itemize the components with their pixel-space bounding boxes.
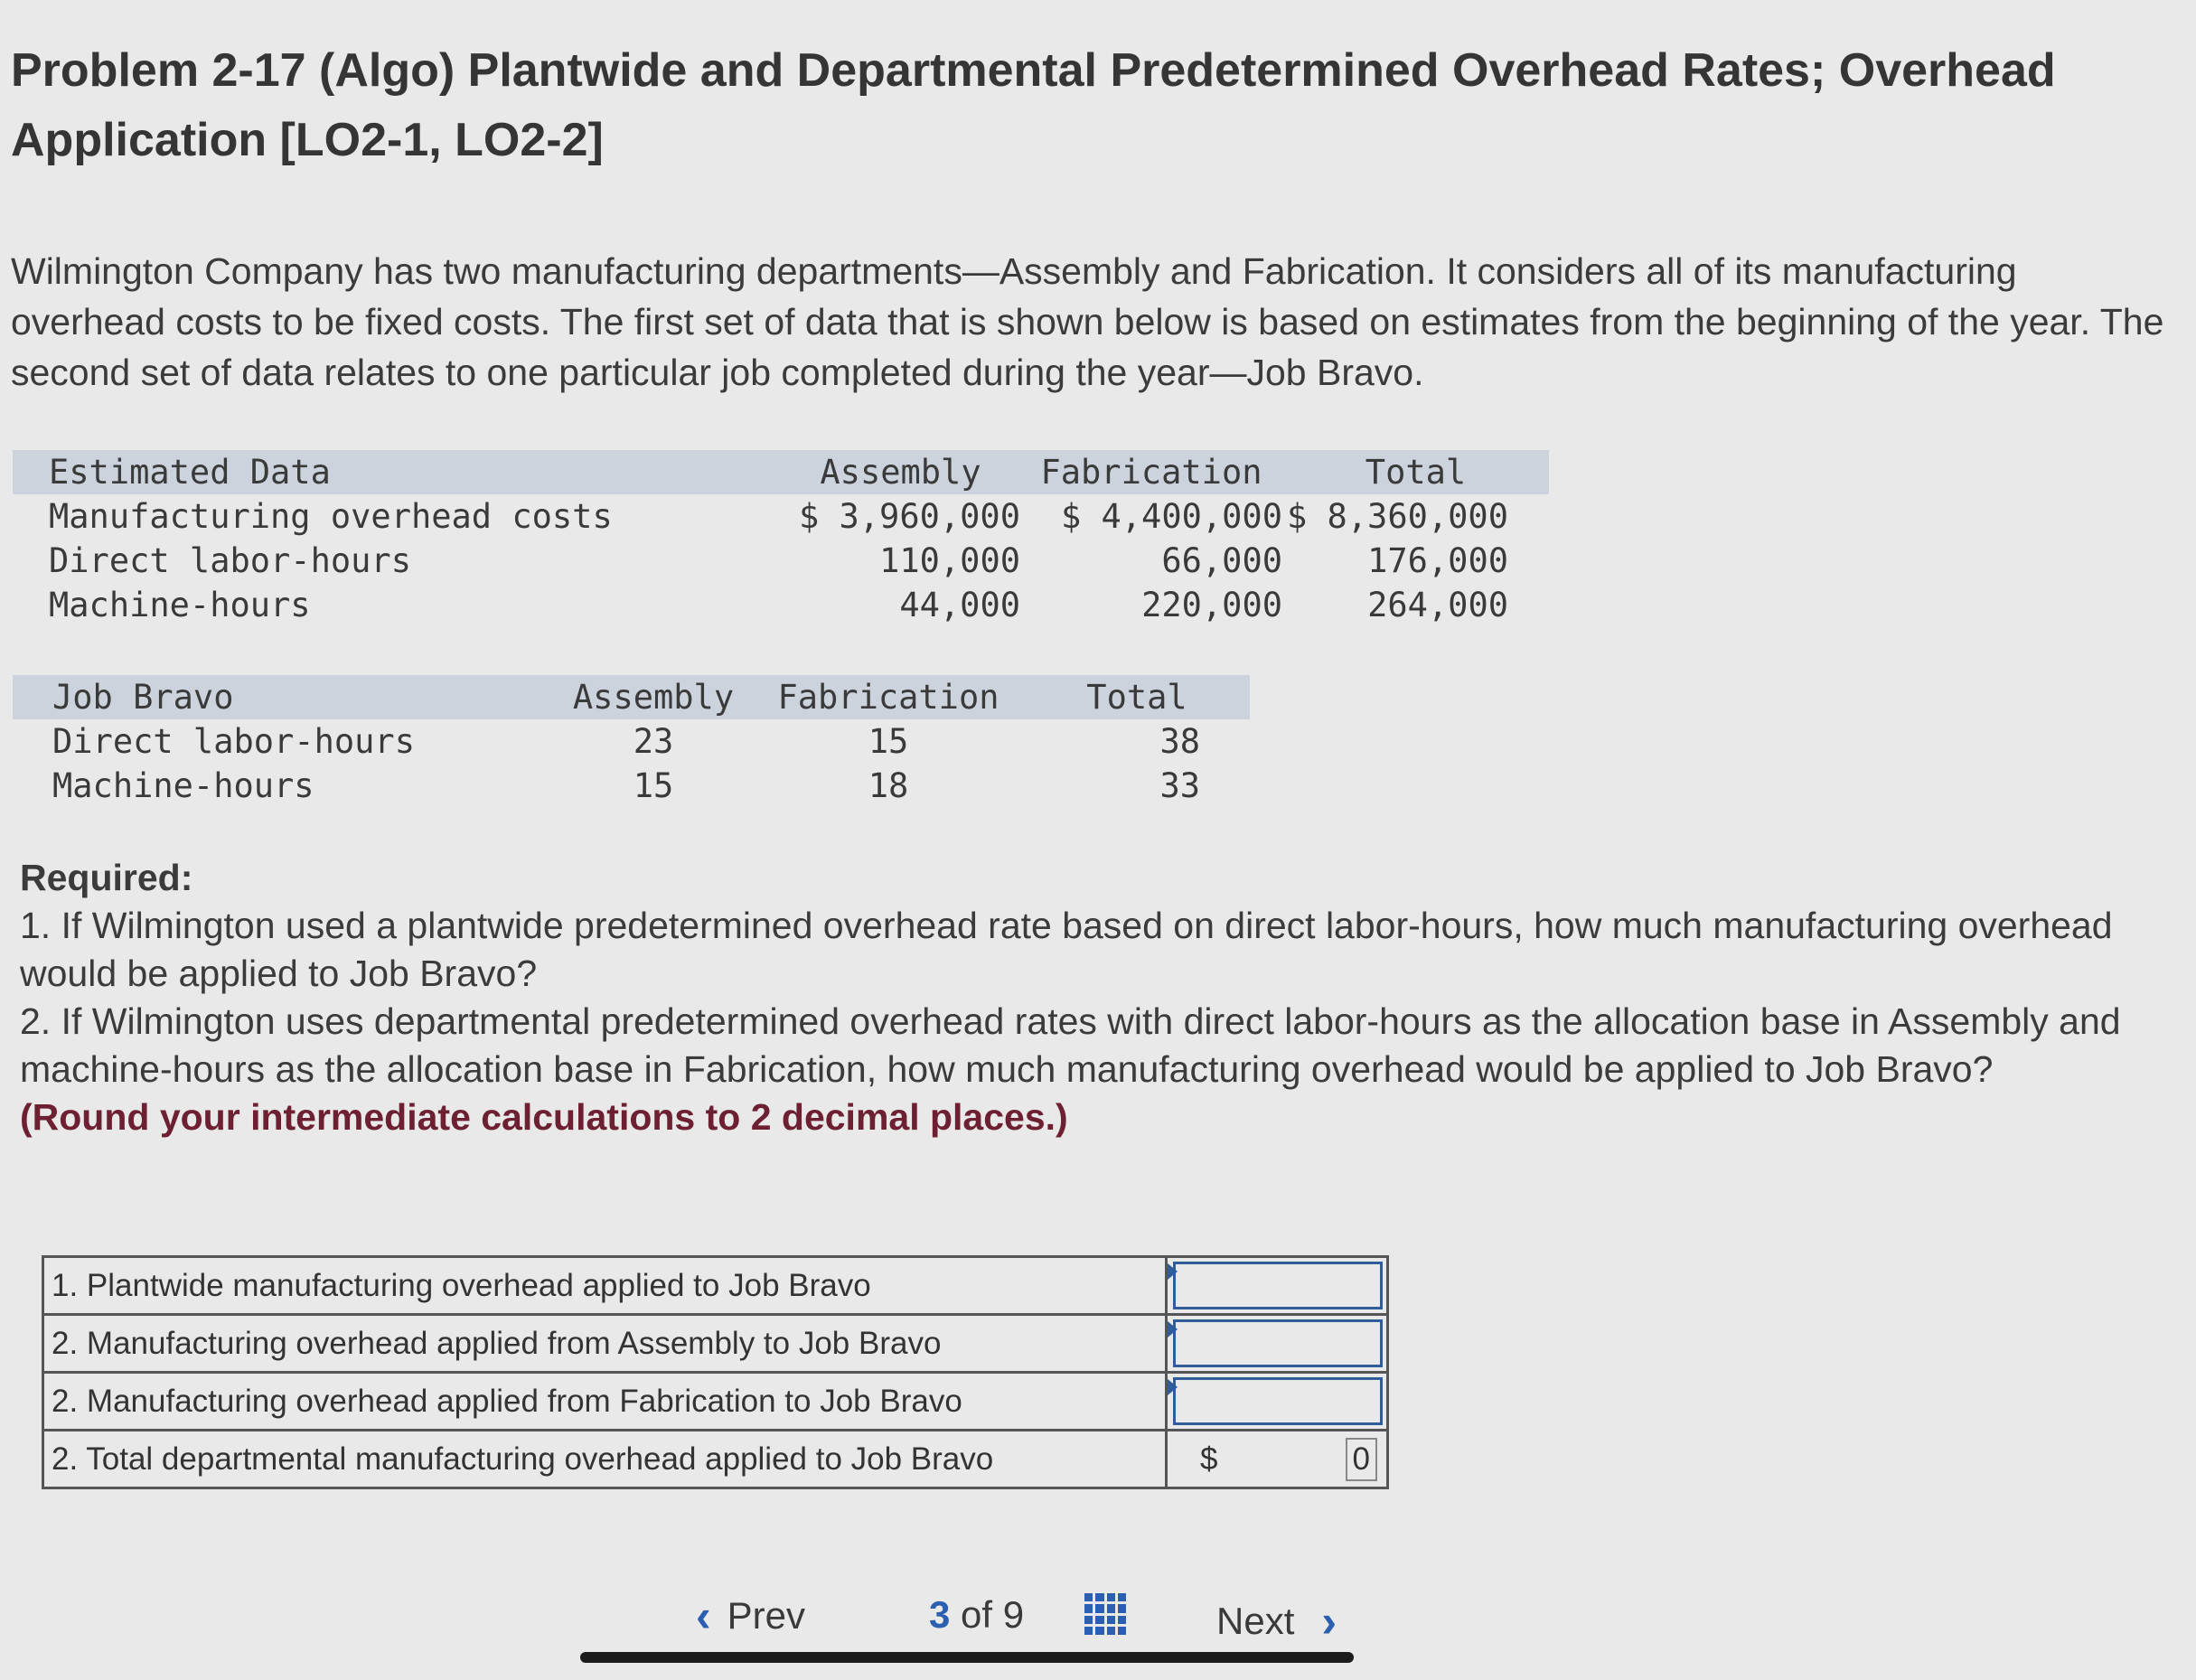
- job-bravo-table: [13, 675, 1250, 808]
- table-header-row: [13, 450, 1549, 494]
- table-cell: 38: [1159, 722, 1200, 761]
- next-label: Next: [1216, 1600, 1295, 1642]
- header-cell: Fabrication: [1020, 450, 1282, 494]
- estimated-data-table: [13, 450, 1549, 627]
- table-cell: 176,000: [1367, 541, 1508, 580]
- page-indicator: [929, 1593, 1024, 1637]
- chevron-right-icon: ›: [1321, 1596, 1337, 1647]
- page-of: of: [961, 1593, 993, 1636]
- table-row: [13, 764, 1250, 808]
- header-cell: Job Bravo: [13, 675, 554, 719]
- answer-label: 2. Manufacturing overhead applied from Fabrication to Job Bravo: [43, 1373, 1167, 1431]
- answer-cell: [1167, 1257, 1388, 1315]
- table-cell: 33: [1159, 766, 1200, 805]
- table-cell: 18: [868, 766, 909, 805]
- table-row: [13, 539, 1549, 583]
- table-cell: 44,000: [899, 586, 1020, 624]
- table-cell: 15: [868, 722, 909, 761]
- row-label: Direct labor-hours: [52, 722, 415, 761]
- header-cell: Total: [1282, 450, 1549, 494]
- input-marker-icon: [1168, 1263, 1178, 1280]
- table-cell: 23: [633, 722, 674, 761]
- question-1: 1. If Wilmington used a plantwide predetermined overhead rate based on direct labor-hours, how much manufacturing overhead would be applied to Job Bravo?: [20, 905, 2113, 994]
- table-row: [13, 494, 1549, 539]
- header-cell: Total: [1024, 675, 1250, 719]
- table-cell: 110,000: [879, 541, 1020, 580]
- answer-row: [43, 1431, 1388, 1488]
- required-heading: Required:: [20, 857, 193, 898]
- prev-button[interactable]: [696, 1591, 806, 1641]
- next-button[interactable]: [1216, 1596, 1337, 1647]
- answer-table: [42, 1255, 1389, 1489]
- total-cell: [1167, 1431, 1388, 1488]
- problem-title: Problem 2-17 (Algo) Plantwide and Departmental Predetermined Overhead Rates; Overhead Application [LO2-1, LO2-2]: [11, 44, 2056, 166]
- header-cell: Assembly: [781, 450, 1020, 494]
- table-cell: 264,000: [1367, 586, 1508, 624]
- header-cell: Fabrication: [753, 675, 1024, 719]
- row-label: Direct labor-hours: [49, 541, 411, 580]
- answer-label: 2. Manufacturing overhead applied from Assembly to Job Bravo: [43, 1315, 1167, 1373]
- fabrication-overhead-input[interactable]: [1173, 1377, 1383, 1425]
- answer-label: 1. Plantwide manufacturing overhead applied to Job Bravo: [43, 1257, 1167, 1315]
- problem-intro: Wilmington Company has two manufacturing departments—Assembly and Fabrication. It considers all of its manufacturing overhead costs to be fixed costs. The first set of data that is shown below is based on estimates from the beginning of the year. The second set of data relates to one particular job completed during the year—Job Bravo.: [11, 250, 2164, 393]
- total-departmental-overhead-value: 0: [1346, 1438, 1377, 1481]
- table-cell: $ 8,360,000: [1286, 497, 1508, 536]
- row-label: Machine-hours: [52, 766, 314, 805]
- row-label: Manufacturing overhead costs: [49, 497, 613, 536]
- row-label: Machine-hours: [49, 586, 311, 624]
- table-cell: 15: [633, 766, 674, 805]
- answer-label: 2. Total departmental manufacturing overhead applied to Job Bravo: [43, 1431, 1167, 1488]
- grid-icon[interactable]: [1084, 1593, 1126, 1635]
- table-cell: 220,000: [1141, 586, 1282, 624]
- input-marker-icon: [1168, 1379, 1178, 1395]
- answer-row: [43, 1373, 1388, 1431]
- required-section: [20, 854, 2180, 1141]
- current-page: 3: [929, 1593, 951, 1636]
- pagination: [578, 1586, 1356, 1676]
- table-header-row: [13, 675, 1250, 719]
- table-cell: $ 3,960,000: [798, 497, 1020, 536]
- table-row: [13, 719, 1250, 764]
- currency-symbol: $: [1200, 1441, 1218, 1477]
- answer-row: [43, 1257, 1388, 1315]
- chevron-left-icon: ‹: [696, 1591, 711, 1641]
- header-cell: Estimated Data: [13, 450, 781, 494]
- answer-cell: [1167, 1315, 1388, 1373]
- question-2: 2. If Wilmington uses departmental predetermined overhead rates with direct labor-hours as the allocation base in Assembly and machine-hours as the allocation base in Fabrication, how much manufacturing overhead would be applied to Job Bravo?: [20, 1000, 2121, 1090]
- assembly-overhead-input[interactable]: [1173, 1319, 1383, 1367]
- header-cell: Assembly: [554, 675, 753, 719]
- answer-row: [43, 1315, 1388, 1373]
- rounding-instruction: (Round your intermediate calculations to 2 decimal places.): [20, 1096, 1068, 1138]
- table-cell: $ 4,400,000: [1060, 497, 1282, 536]
- prev-label: Prev: [727, 1594, 806, 1637]
- table-cell: 66,000: [1161, 541, 1282, 580]
- scrollbar[interactable]: [580, 1652, 1354, 1663]
- plantwide-overhead-input[interactable]: [1173, 1262, 1383, 1309]
- total-pages: 9: [1002, 1593, 1025, 1636]
- answer-cell: [1167, 1373, 1388, 1431]
- input-marker-icon: [1168, 1321, 1178, 1337]
- table-row: [13, 583, 1549, 627]
